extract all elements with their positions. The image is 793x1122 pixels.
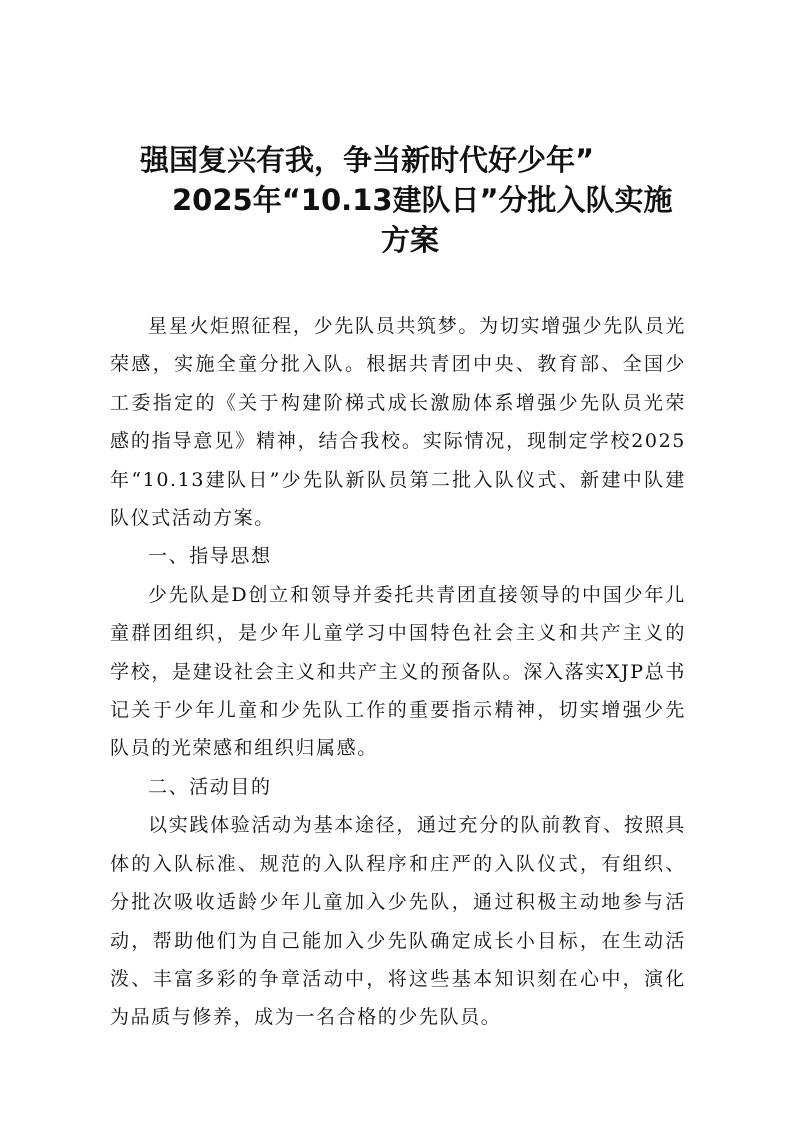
title-line-1: 强国复兴有我，争当新时代好少年” [140,143,595,177]
section-text-activity-purpose: 以实践体验活动为基本途径，通过充分的队前教育、按照具体的入队标准、规范的入队程序和庄严的入队仪式，有组织、分批次吸收适龄少年儿童加入少先队，通过积极主动地参与活动，帮助他们为自己能加入少先队确定成长小目标，在生动活泼、丰富多彩的争章活动中，将这些基本知识刻在心中，演化为品质与修养，成为一名合格的少先队员。 [110,814,686,1029]
title-line-3: 方案 [380,223,439,257]
section-heading-activity-purpose: 二、活动目的 [148,775,272,798]
document-title [110,140,710,260]
section-heading-guiding-ideology: 一、指导思想 [148,545,272,568]
intro-paragraph: 星星火炬照征程，少先队员共筑梦。为切实增强少先队员光荣感，实施全童分批入队。根据共青团中央、教育部、全国少工委指定的《关于构建阶梯式成长激励体系增强少先队员光荣感的指导意见》精神，结合我校。实际情况，现制定学校2025年“10.13建队日”少先队新队员第二批入队仪式、新建中队建队仪式活动方案。 [110,315,686,530]
section-text-guiding-ideology: 少先队是D创立和领导并委托共青团直接领导的中国少年儿童群团组织，是少年儿童学习中国特色社会主义和共产主义的学校，是建设社会主义和共产主义的预备队。深入落实XJP总书记关于少年儿童和少先队工作的重要指示精神，切实增强少先队员的光荣感和组织归属感。 [110,583,686,760]
title-line-2: 2025年“10.13建队日”分批入队实施 [172,183,673,217]
document-body [110,307,686,1037]
